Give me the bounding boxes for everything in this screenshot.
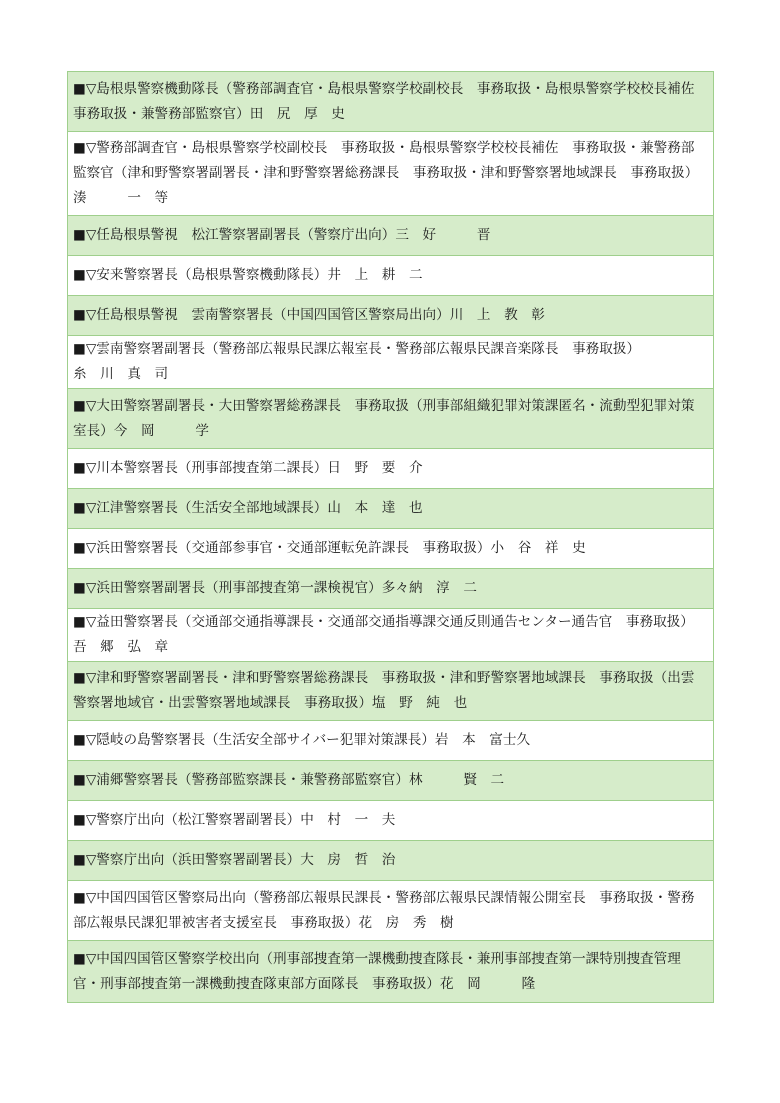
table-row <box>67 336 714 389</box>
table-row <box>67 216 714 256</box>
entry-text: ■▽警察庁出向（浜田警察署副署長）大 房 哲 治 <box>73 852 396 868</box>
entry-text: ■▽大田警察署副署長・大田警察署総務課長 事務取扱（刑事部組織犯罪対策課匿名・流動型犯罪対策室長）今 岡 学 <box>73 397 695 439</box>
table-row <box>67 761 714 801</box>
table-row <box>67 662 714 721</box>
table-row <box>67 489 714 529</box>
table-row <box>67 609 714 662</box>
entry-text: ■▽警察庁出向（松江警察署副署長）中 村 一 夫 <box>73 812 396 828</box>
table-row <box>67 941 714 1003</box>
entry-text: ■▽任島根県警視 松江警察署副署長（警察庁出向）三 好 晋 <box>73 227 491 243</box>
personnel-list-page <box>67 71 714 1003</box>
entry-text: ■▽津和野警察署副署長・津和野警察署総務課長 事務取扱・津和野警察署地域課長 事務取扱（出雲警察署地域官・出雲警察署地域課長 事務取扱）塩 野 純 也 <box>73 670 695 711</box>
entry-text: ■▽警務部調査官・島根県警察学校副校長 事務取扱・島根県警察学校校長補佐 事務取扱・兼警務部監察官（津和野警察署副署長・津和野警察署総務課長 事務取扱・津和野警察署地域課長 事務取扱）湊 一 等 <box>73 140 699 206</box>
table-row <box>67 256 714 296</box>
entry-text: ■▽安来警察署長（島根県警察機動隊長）井 上 耕 二 <box>73 267 423 283</box>
entry-text: ■▽川本警察署長（刑事部捜査第二課長）日 野 要 介 <box>73 460 423 476</box>
entry-text: ■▽浜田警察署長（交通部参事官・交通部運転免許課長 事務取扱）小 谷 祥 史 <box>73 540 586 556</box>
table-row <box>67 841 714 881</box>
entry-text: ■▽江津警察署長（生活安全部地域課長）山 本 達 也 <box>73 500 423 516</box>
entry-text: ■▽雲南警察署副署長（警務部広報県民課広報室長・警務部広報県民課音楽隊長 事務取扱） 糸 川 真 司 <box>73 341 641 382</box>
table-row <box>67 449 714 489</box>
table-row <box>67 881 714 941</box>
entry-text: ■▽浜田警察署副署長（刑事部捜査第一課検視官）多々納 淳 二 <box>73 580 477 596</box>
table-row <box>67 389 714 449</box>
table-row <box>67 569 714 609</box>
entry-text: ■▽中国四国管区警察学校出向（刑事部捜査第一課機動捜査隊長・兼刑事部捜査第一課特別捜査管理官・刑事部捜査第一課機動捜査隊東部方面隊長 事務取扱）花 岡 隆 <box>73 950 681 992</box>
entry-text: ■▽島根県警察機動隊長（警務部調査官・島根県警察学校副校長 事務取扱・島根県警察学校校長補佐 事務取扱・兼警務部監察官）田 尻 厚 史 <box>73 80 709 122</box>
entry-text: ■▽隠岐の島警察署長（生活安全部サイバー犯罪対策課長）岩 本 富士久 <box>73 732 531 748</box>
table-row <box>67 132 714 216</box>
entry-text: ■▽中国四国管区警察局出向（警務部広報県民課長・警務部広報県民課情報公開室長 事務取扱・警務部広報県民課犯罪被害者支援室長 事務取扱）花 房 秀 樹 <box>73 889 695 931</box>
table-row <box>67 529 714 569</box>
table-row <box>67 721 714 761</box>
personnel-table <box>67 71 714 1003</box>
table-row <box>67 296 714 336</box>
table-row <box>67 72 714 132</box>
entry-text: ■▽任島根県警視 雲南警察署長（中国四国管区警察局出向）川 上 教 彰 <box>73 307 545 323</box>
entry-text: ■▽益田警察署長（交通部交通指導課長・交通部交通指導課交通反則通告センター通告官 事務取扱）吾 郷 弘 章 <box>73 614 694 655</box>
entry-text: ■▽浦郷警察署長（警務部監察課長・兼警務部監察官）林 賢 二 <box>73 772 505 788</box>
table-row <box>67 801 714 841</box>
